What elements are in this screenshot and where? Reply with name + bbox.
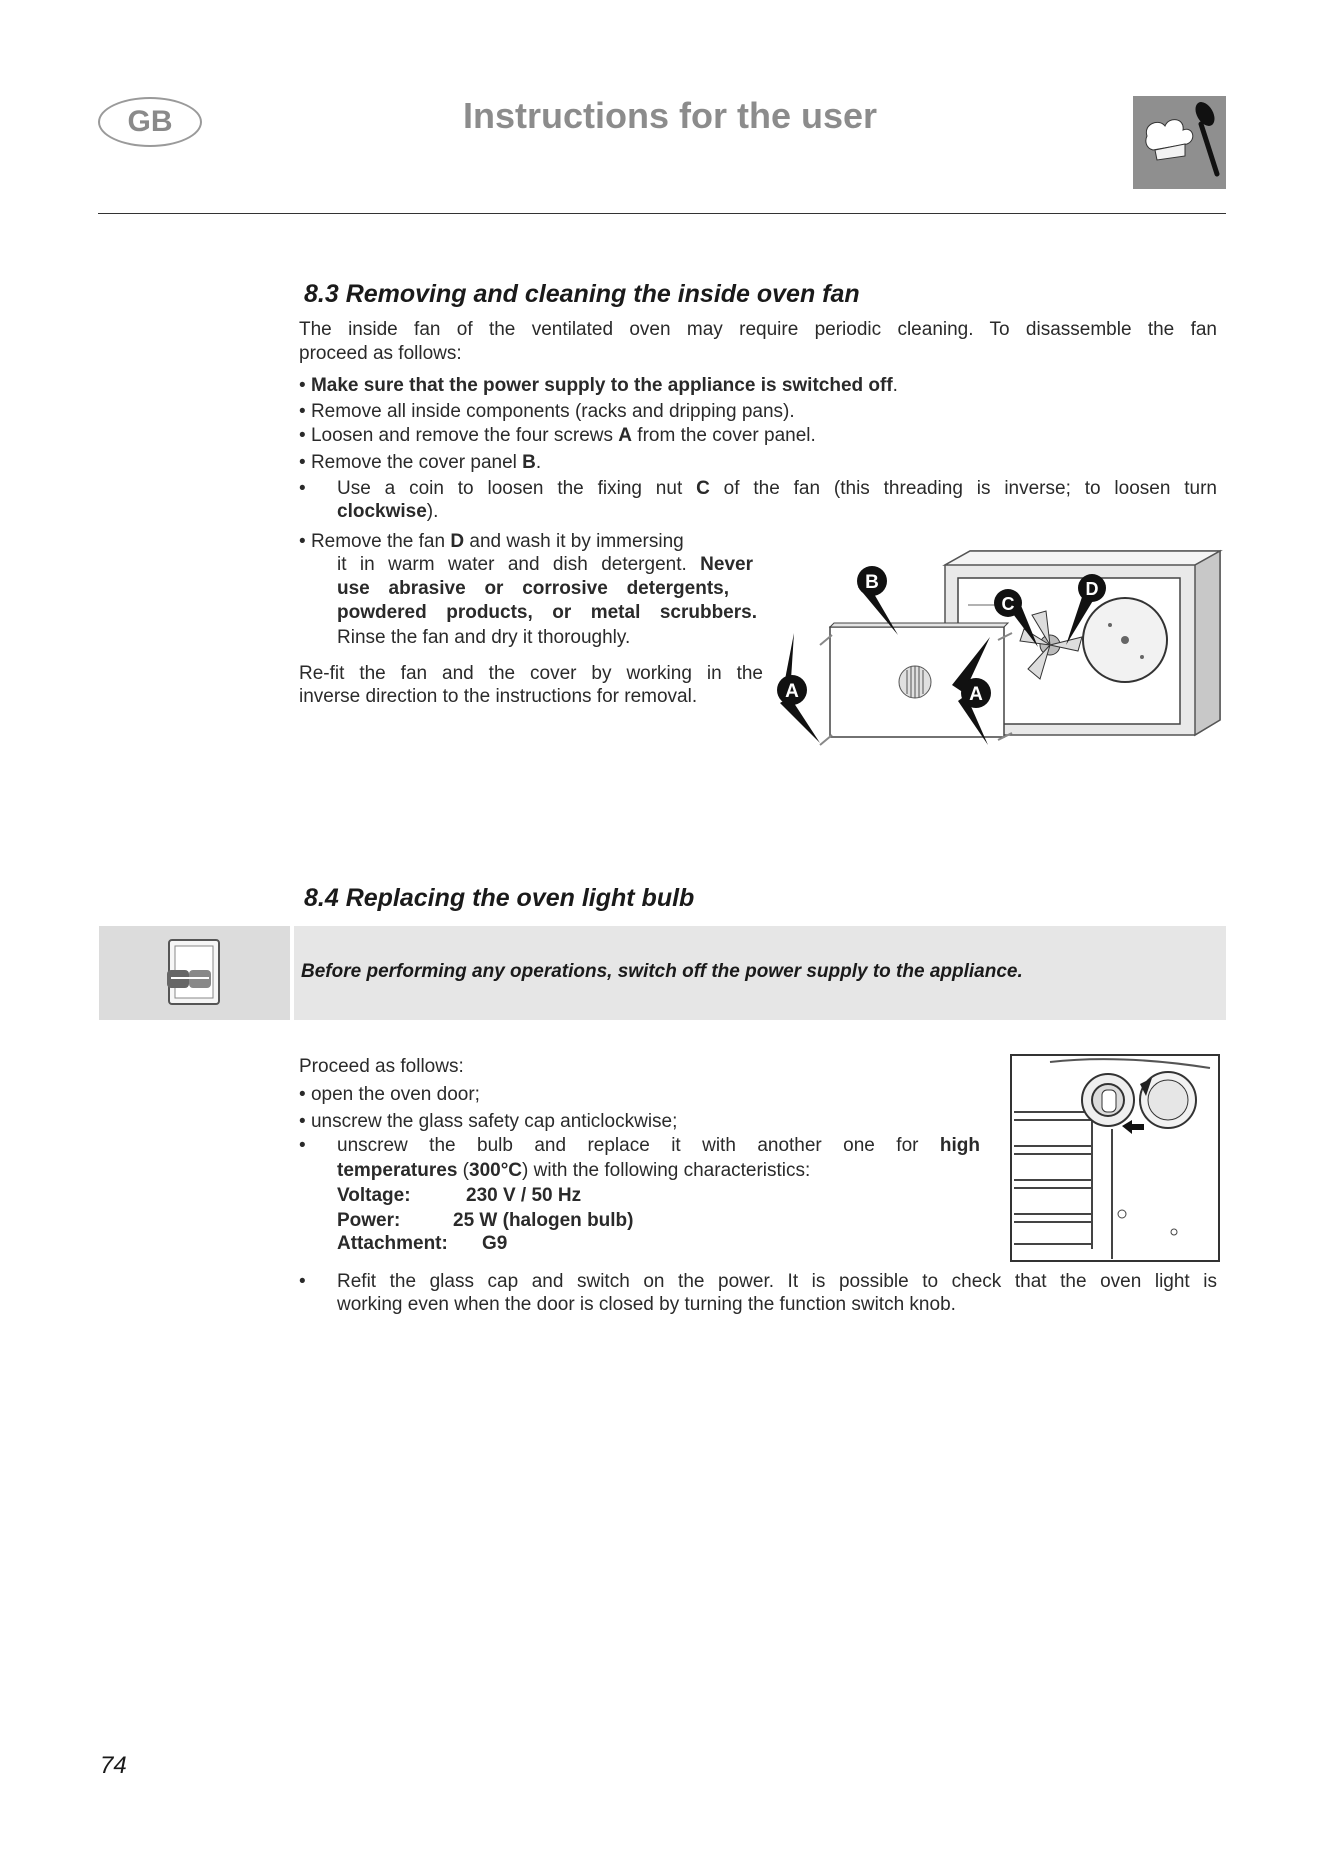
callout-c-label: C [1001,594,1015,614]
country-code-badge [98,97,202,147]
bullet-open-door-text: open the oven door; [310,1084,480,1105]
bullet-fan-abrasive: use abrasive or corrosive detergents, [337,578,729,599]
bullet-remove-cover-label: B [522,452,536,473]
bullet-remove-components: • Remove all inside components (racks and dripping pans). [299,401,795,422]
bullet-coin-clockwise: clockwise [337,501,427,522]
bullet-replace-high: high [939,1135,980,1156]
refit-line-2: inverse direction to the instructions for removal. [299,686,698,707]
section-8-3-title: 8.3 Removing and cleaning the inside oven fan [304,280,860,308]
bullet-replace-paren: ( [457,1160,469,1181]
callout-a-right-label: A [969,684,983,705]
bullet-replace-dot: • [299,1135,306,1156]
bullet-power-off-end: . [892,375,898,396]
spec-attachment-label: Attachment: [337,1233,448,1254]
bullet-unscrew-cap-text: unscrew the glass safety cap anticlockwise; [310,1111,678,1132]
bullet-replace-line-1 [337,1134,980,1158]
spec-voltage-label: Voltage: [337,1185,411,1206]
callout-a-left [777,633,820,743]
bullet-remove-fan-pre: Remove the fan [310,531,451,552]
bullet-coin-dot: • [299,478,306,499]
bullet-refit-line-2: working even when the door is closed by turning the function switch knob. [337,1294,956,1315]
intro-line-1: The inside fan of the ventilated oven may require periodic cleaning. To disassemble the fan [299,319,1217,340]
oven-light-figure [1010,1054,1220,1262]
glass-cap [1140,1072,1196,1128]
bullet-replace-temperatures: temperatures [337,1160,458,1181]
bullet-remove-cover-post: . [535,452,542,473]
oven-fan-figure [770,545,1226,760]
proceed-text: Proceed as follows: [299,1056,464,1077]
bullet-remove-fan-label: D [450,531,465,552]
refit-line-1: Re-fit the fan and the cover by working in the [299,663,763,684]
bullet-power-off: • Make sure that the power supply to the appliance is switched off. [299,375,898,396]
callout-a-left-label: A [785,681,799,702]
warning-text: Before performing any operations, switch off the power supply to the appliance. [301,961,1023,982]
bullet-unscrew-cap: • unscrew the glass safety cap anticlockwise; [299,1111,678,1132]
bullet-coin-end: ). [426,501,439,522]
bullet-replace-post: ) with the following characteristics: [522,1160,811,1181]
spec-attachment-value: G9 [482,1233,508,1254]
bullet-coin-line-2 [337,500,438,524]
callout-b-label: B [865,572,879,593]
bullet-refit-line-1: Refit the glass cap and switch on the power. It is possible to check that the oven light is [337,1271,1217,1292]
warning-divider [290,926,294,1020]
bullet-power-off-text: Make sure that the power supply to the appliance is switched off [310,375,893,396]
intro-line-2: proceed as follows: [299,343,462,364]
bullet-replace-300c: 300°C [469,1160,523,1181]
bullet-replace-pre: unscrew the bulb and replace it with another one for [337,1135,940,1156]
bullet-fan-never: Never [700,554,753,575]
bullet-remove-cover-pre: Remove the cover panel [310,452,523,473]
bullet-coin-label: C [696,478,710,499]
bullet-open-door: • open the oven door; [299,1084,480,1105]
chef-spoon-icon [1133,96,1226,189]
bullet-coin-post: of the fan (this threading is inverse; to loosen turn [709,478,1217,499]
header-divider [98,213,1226,214]
bullet-fan-powdered: powdered products, or metal scrubbers. [337,602,757,623]
bullet-remove-cover: • Remove the cover panel B. [299,452,542,473]
power-plug-icon [161,936,227,1008]
callout-d-label: D [1085,579,1099,599]
bullet-loosen-screws-pre: Loosen and remove the four screws [310,425,619,446]
bullet-remove-fan-line-2 [337,553,753,577]
country-code: GB [127,105,173,138]
bullet-loosen-screws-label: A [618,425,633,446]
bullet-remove-fan: • Remove the fan D and wash it by immersing [299,531,684,552]
bullet-loosen-screws: • Loosen and remove the four screws A from the cover panel. [299,425,816,446]
page-title: Instructions for the user [462,95,878,136]
warning-icon-cell [99,926,290,1020]
bullet-coin-line-1 [337,477,1217,501]
section-8-4-title: 8.4 Replacing the oven light bulb [304,884,695,912]
bullet-loosen-screws-post: from the cover panel. [632,425,816,446]
spec-voltage-value: 230 V / 50 Hz [466,1185,582,1206]
bullet-coin-pre: Use a coin to loosen the fixing nut [337,478,697,499]
spec-power-value: 25 W (halogen bulb) [453,1210,634,1231]
bullet-fan-rinse: Rinse the fan and dry it thoroughly. [337,627,631,648]
bullet-replace-line-2 [337,1159,810,1183]
bullet-remove-components-text: Remove all inside components (racks and dripping pans). [310,401,795,422]
bullet-remove-fan-post: and wash it by immersing [464,531,684,552]
bullet-refit-dot: • [299,1271,306,1292]
lamp-housing [1082,1074,1134,1126]
bullet-fan-warm-water: it in warm water and dish detergent. [337,554,701,575]
page-number: 74 [100,1752,127,1779]
spec-power-label: Power: [337,1210,401,1231]
